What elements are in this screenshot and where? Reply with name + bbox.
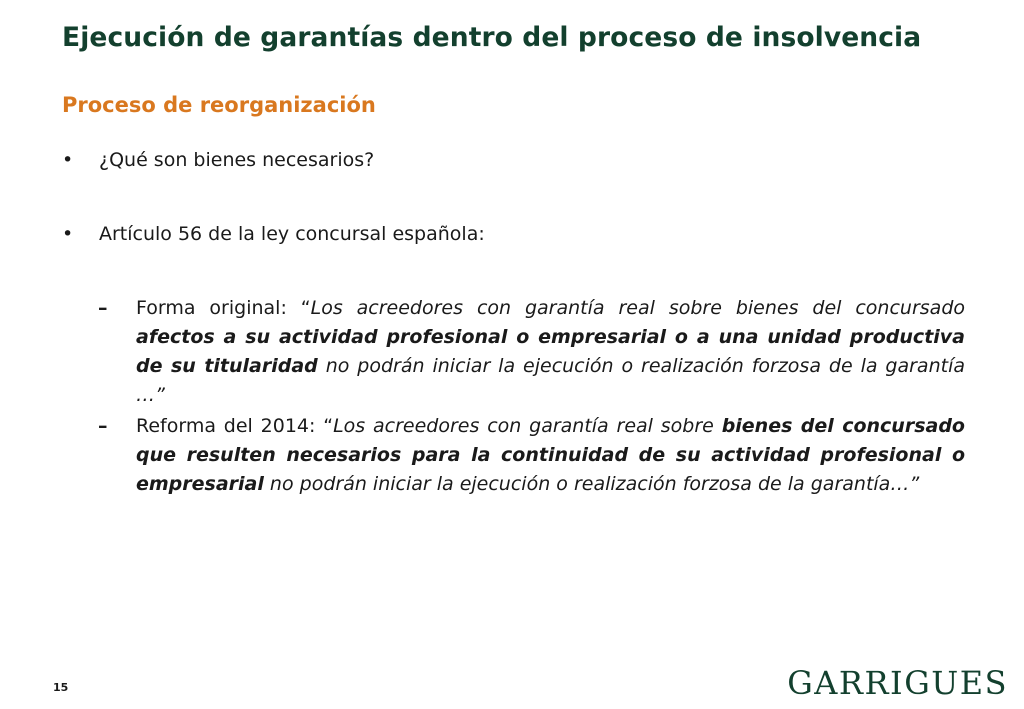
sub-item-original (62, 294, 965, 410)
bullet-icon: • (62, 149, 74, 171)
sub-item-lead: Reforma del 2014: “ (136, 415, 334, 437)
sub-item-lead: Forma original: “ (136, 297, 311, 319)
bullet-item (62, 220, 965, 249)
dash-icon: – (98, 297, 108, 319)
slide-content (62, 146, 965, 501)
bullet-item (62, 146, 965, 175)
quote-italic: Los acreedores con garantía real sobre bienes del concursado (310, 297, 965, 319)
quote-italic-end: no podrán iniciar la ejecución o realización forzosa de la garantía …” (136, 355, 965, 406)
quote-italic-end: no podrán iniciar la ejecución o realización forzosa de la garantía…” (263, 473, 920, 495)
quote-bold-italic: afectos a su actividad profesional o empresarial o a una unidad productiva de su titularidad (136, 326, 965, 377)
sub-item-reform (62, 412, 965, 499)
garrigues-logo: GARRIGUES (787, 664, 1008, 702)
dash-icon: – (98, 415, 108, 437)
bullet-icon: • (62, 223, 74, 245)
bullet-text: Artículo 56 de la ley concursal española: (99, 223, 485, 245)
bullet-text: ¿Qué son bienes necesarios? (99, 149, 375, 171)
quote-bold-italic: bienes del concursado que resulten necesarios para la continuidad de su actividad profesional o empresarial (136, 415, 965, 495)
quote-italic: Los acreedores con garantía real sobre (333, 415, 722, 437)
slide-subtitle: Proceso de reorganización (62, 93, 376, 117)
slide-title: Ejecución de garantías dentro del proceso de insolvencia (62, 22, 922, 53)
page-number: 15 (53, 681, 69, 694)
